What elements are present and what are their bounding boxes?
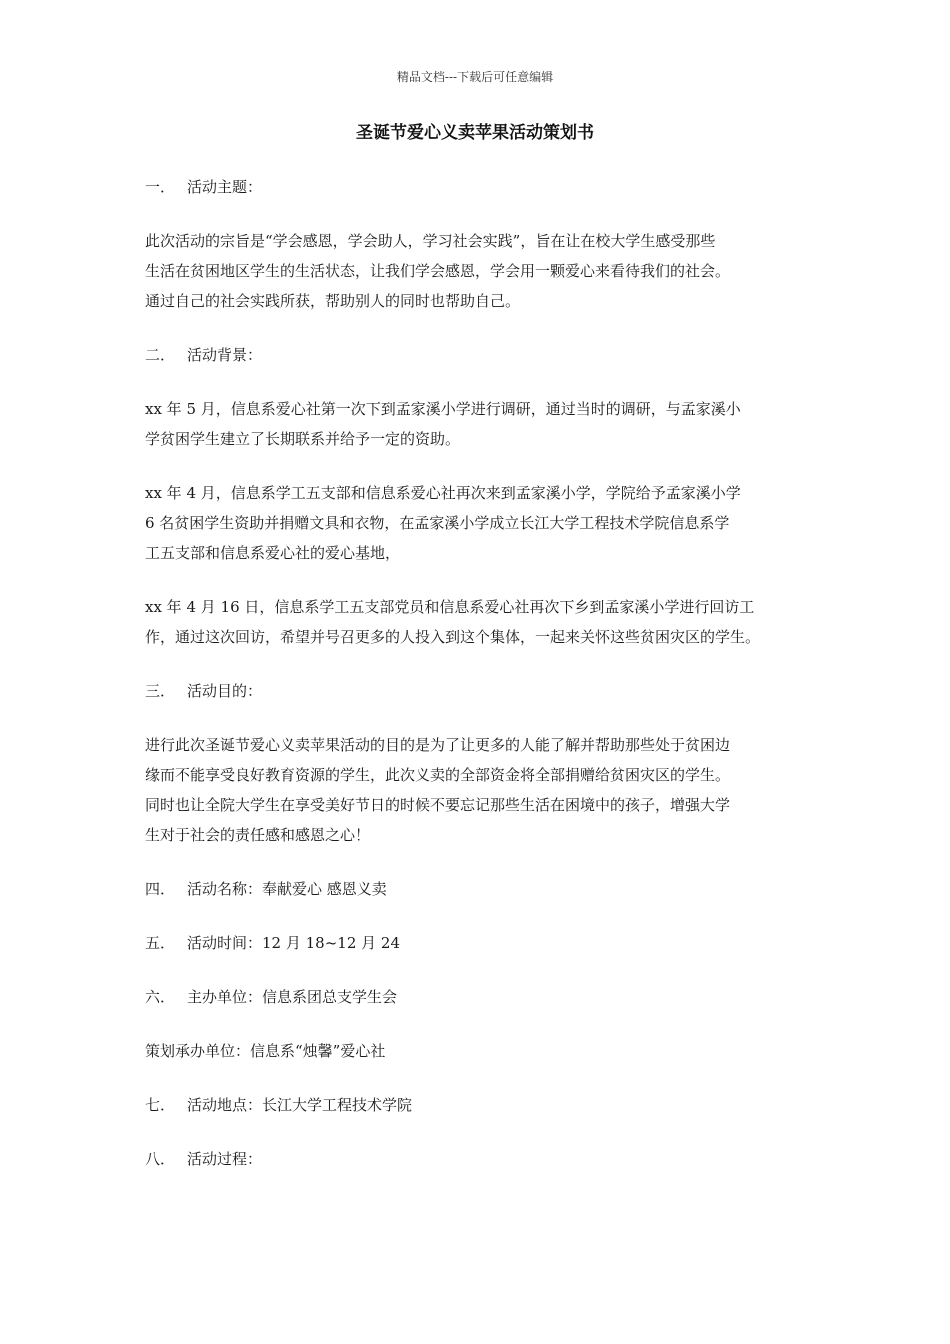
paragraph-line: 6 名贫困学生资助并捐赠文具和衣物，在孟家溪小学成立长江大学工程技术学院信息系学 (145, 514, 730, 532)
section-heading-1 (145, 172, 825, 202)
section-label: 活动过程： (187, 1150, 263, 1168)
section-label: 活动时间：12 月 18~12 月 24 (187, 934, 400, 952)
document-title: 圣诞节爱心义卖苹果活动策划书 (356, 123, 594, 143)
section-label: 活动主题： (187, 178, 263, 196)
paragraph-line: 缘而不能享受良好教育资源的学生，此次义卖的全部资金将全部捐赠给贫困灾区的学生。 (145, 766, 731, 784)
paragraph-purpose (145, 730, 825, 850)
section-label: 主办单位：信息系团总支学生会 (187, 988, 398, 1006)
paragraph-line: 进行此次圣诞节爱心义卖苹果活动的目的是为了让更多的人能了解并帮助那些处于贫困边 (145, 736, 731, 754)
document-body (145, 172, 825, 1198)
section-heading-2 (145, 340, 825, 370)
section-heading-3 (145, 676, 825, 706)
paragraph-background-3 (145, 592, 825, 652)
section-number: 八． (145, 1150, 176, 1168)
section-heading-5 (145, 928, 825, 958)
paragraph-line: 通过自己的社会实践所获，帮助别人的同时也帮助自己。 (145, 292, 521, 310)
paragraph-line: 同时也让全院大学生在享受美好节日的时候不要忘记那些生活在困境中的孩子，增强大学 (145, 796, 731, 814)
paragraph-line: 生对于社会的责任感和感恩之心！ (145, 826, 371, 844)
section-label: 活动地点：长江大学工程技术学院 (187, 1096, 413, 1114)
paragraph-line: xx 年 4 月 16 日，信息系学工五支部党员和信息系爱心社再次下乡到孟家溪小学进行回访工 (145, 598, 755, 616)
section-number: 四． (145, 880, 176, 898)
section-number: 五． (145, 934, 176, 952)
section-heading-7 (145, 1090, 825, 1120)
paragraph-line: 学贫困学生建立了长期联系并给予一定的资助。 (145, 430, 461, 448)
co-organizer-line: 策划承办单位：信息系“烛馨”爱心社 (145, 1042, 386, 1060)
paragraph-background-1 (145, 394, 825, 454)
section-label: 活动背景： (187, 346, 263, 364)
paragraph-line: 生活在贫困地区学生的生活状态，让我们学会感恩，学会用一颗爱心来看待我们的社会。 (145, 262, 731, 280)
header-note: 精品文档---下载后可任意编辑 (396, 70, 554, 84)
paragraph-line: 此次活动的宗旨是“学会感恩，学会助人，学习社会实践”，旨在让在校大学生感受那些 (145, 232, 716, 250)
paragraph-line: 工五支部和信息系爱心社的爱心基地， (145, 544, 401, 562)
section-heading-8 (145, 1144, 825, 1174)
paragraph-line: 作，通过这次回访，希望并号召更多的人投入到这个集体，一起来关怀这些贫困灾区的学生。 (145, 628, 761, 646)
section-number: 六． (145, 988, 176, 1006)
section-label: 活动名称：奉献爱心 感恩义卖 (187, 880, 387, 898)
section-number: 三． (145, 682, 176, 700)
section-label: 活动目的： (187, 682, 263, 700)
paragraph-line: xx 年 4 月，信息系学工五支部和信息系爱心社再次来到孟家溪小学，学院给予孟家溪小学 (145, 484, 741, 502)
section-heading-6 (145, 982, 825, 1012)
section-number: 七． (145, 1096, 176, 1114)
paragraph-theme (145, 226, 825, 316)
section-number: 一． (145, 178, 176, 196)
section-heading-4 (145, 874, 825, 904)
section-number: 二． (145, 346, 176, 364)
paragraph-background-2 (145, 478, 825, 568)
paragraph-line: xx 年 5 月，信息系爱心社第一次下到孟家溪小学进行调研，通过当时的调研，与孟家溪小 (145, 400, 741, 418)
